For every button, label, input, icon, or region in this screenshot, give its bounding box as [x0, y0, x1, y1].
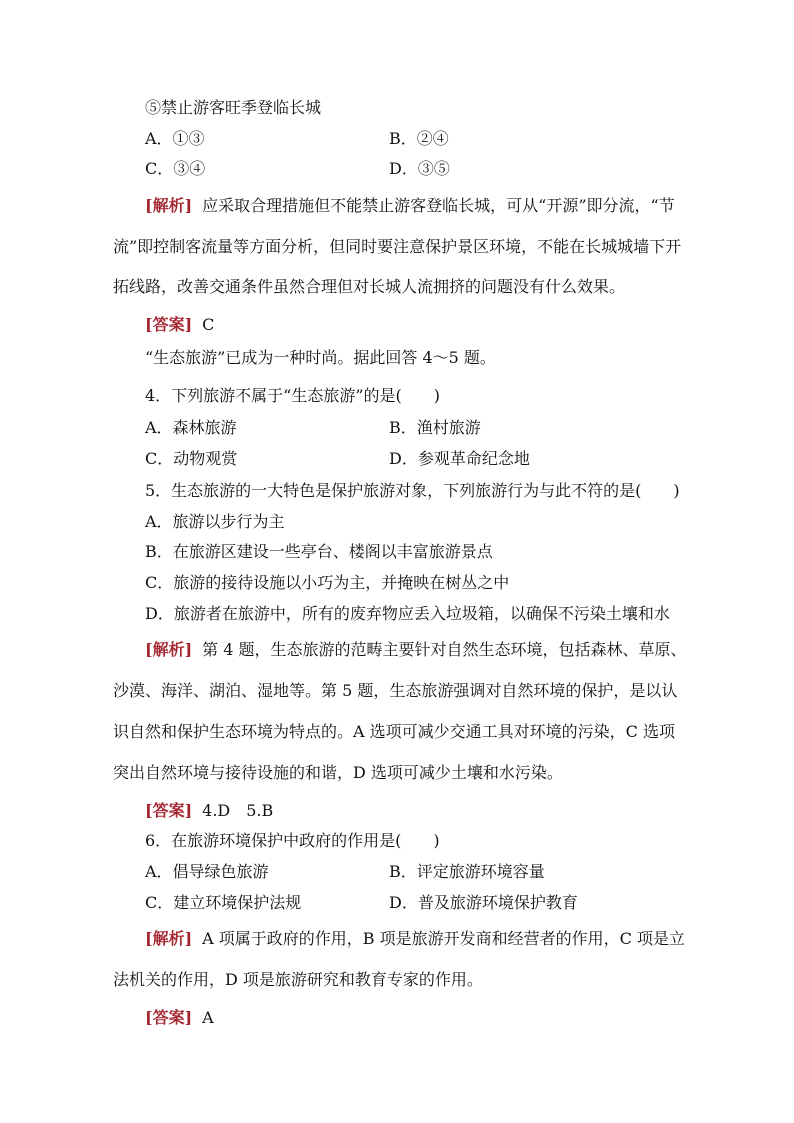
q6-option-d: D．普及旅游环境保护教育 [389, 893, 578, 912]
q3-option-a: A．①③ [145, 129, 205, 148]
q45-analysis-line-1: [解析] 第 4 题，生态旅游的范畴主要针对自然生态环境，包括森林、草原、 [145, 640, 687, 659]
q4-option-c: C．动物观赏 [145, 449, 238, 468]
q45-analysis-line-2: 沙漠、海洋、湖泊、湿地等。第 5 题，生态旅游强调对自然环境的保护，是以认 [113, 681, 678, 700]
q45-analysis-line-3: 识自然和保护生态环境为特点的。A 选项可减少交通工具对环境的污染，C 选项 [113, 722, 675, 741]
q3-statement-5: ⑤禁止游客旺季登临长城 [145, 98, 322, 117]
q5-option-c: C．旅游的接待设施以小巧为主，并掩映在树丛之中 [145, 573, 510, 592]
q5-stem: 5．生态旅游的一大特色是保护旅游对象，下列旅游行为与此不符的是( ) [145, 481, 680, 500]
analysis-label: [解析] [145, 196, 193, 215]
q4-option-b: B．渔村旅游 [389, 418, 481, 437]
q4-option-d: D．参观革命纪念地 [389, 449, 530, 468]
answer-label: [答案] [145, 1008, 193, 1027]
answer-label: [答案] [145, 801, 193, 820]
q45-answer: [答案] 4.D 5.B [145, 801, 274, 820]
q6-option-c: C．建立环境保护法规 [145, 893, 302, 912]
q3-analysis-line-2: 流”即控制客流量等方面分析，但同时要注意保护景区环境，不能在长城城墙下开 [113, 237, 682, 256]
q6-answer: [答案] A [145, 1008, 214, 1027]
q6-analysis-line-2: 法机关的作用，D 项是旅游研究和教育专家的作用。 [113, 970, 483, 989]
analysis-label: [解析] [145, 929, 193, 948]
q4-stem: 4．下列旅游不属于“生态旅游”的是( ) [145, 386, 441, 405]
q5-option-a: A．旅游以步行为主 [145, 512, 285, 531]
analysis-label: [解析] [145, 640, 193, 659]
q3-option-b: B．②④ [389, 129, 449, 148]
q3-analysis-line-1: [解析] 应采取合理措施但不能禁止游客登临长城，可从“开源”即分流，“节 [145, 196, 675, 215]
q3-option-d: D．③⑤ [389, 159, 450, 178]
q3-analysis-line-3: 拓线路，改善交通条件虽然合理但对长城人流拥挤的问题没有什么效果。 [113, 277, 626, 296]
q3-answer: [答案] C [145, 315, 215, 334]
q4-option-a: A．森林旅游 [145, 418, 237, 437]
q6-option-a: A．倡导绿色旅游 [145, 862, 269, 881]
intro-4-5: “生态旅游”已成为一种时尚。据此回答 4～5 题。 [145, 348, 496, 367]
q5-option-d: D．旅游者在旅游中，所有的废弃物应丢入垃圾箱，以确保不污染土壤和水 [145, 604, 670, 623]
answer-label: [答案] [145, 315, 193, 334]
q6-stem: 6．在旅游环境保护中政府的作用是( ) [145, 831, 440, 850]
q6-option-b: B．评定旅游环境容量 [389, 862, 545, 881]
q3-option-c: C．③④ [145, 159, 206, 178]
q45-analysis-line-4: 突出自然环境与接待设施的和谐，D 选项可减少土壤和水污染。 [113, 763, 563, 782]
q5-option-b: B．在旅游区建设一些亭台、楼阁以丰富旅游景点 [145, 542, 493, 561]
q6-analysis-line-1: [解析] A 项属于政府的作用，B 项是旅游开发商和经营者的作用，C 项是立 [145, 929, 685, 948]
